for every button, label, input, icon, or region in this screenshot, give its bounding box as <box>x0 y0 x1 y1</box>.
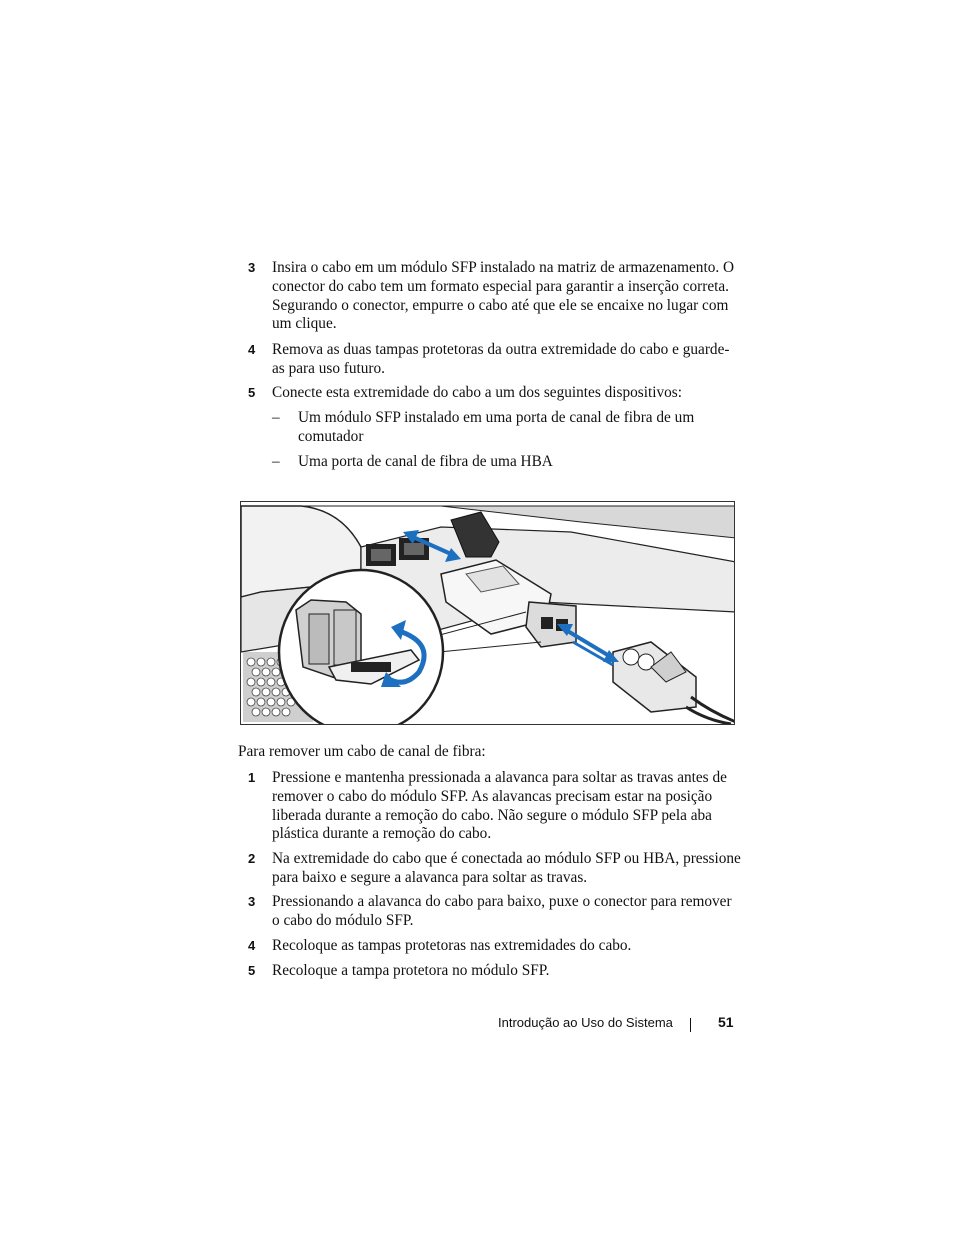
step-text: Recoloque a tampa protetora no módulo SFP. <box>272 962 550 979</box>
bullet-text: Um módulo SFP instalado em uma porta de canal de fibra de um comutador <box>298 409 695 445</box>
step-number: 4 <box>248 938 256 953</box>
step-number: 3 <box>248 260 256 275</box>
footer-section-title: Introdução ao Uso do Sistema <box>498 1015 673 1030</box>
step-text: Pressione e mantenha pressionada a alavanca para soltar as travas antes de remover o cabo do módulo SFP. As alavancas precisam estar na posição liberada durante a remoção do cabo. Não segure o módulo SFP pela aba plástica durante a remoção do cabo. <box>272 769 727 843</box>
step-text: Na extremidade do cabo que é conectada ao módulo SFP ou HBA, pressione para baixo e segure a alavanca para soltar as travas. <box>272 850 741 886</box>
step-text: Recoloque as tampas protetoras nas extremidades do cabo. <box>272 937 632 954</box>
step-text: Insira o cabo em um módulo SFP instalado na matriz de armazenamento. O conector do cabo tem um formato especial para garantir a inserção correta. Segurando o conector, empurre o cabo até que ele se encaixe no lugar com um clique. <box>272 259 735 333</box>
step-number: 3 <box>248 894 256 909</box>
step-number: 4 <box>248 342 256 357</box>
footer-divider <box>690 1018 691 1032</box>
bullet-dash: – <box>272 409 280 426</box>
step-number: 2 <box>248 851 256 866</box>
bullet-dash: – <box>272 453 280 470</box>
sfp-cable-illustration <box>240 501 735 725</box>
step-number: 5 <box>248 963 256 978</box>
bullet-text: Uma porta de canal de fibra de uma HBA <box>298 453 553 470</box>
step-text: Conecte esta extremidade do cabo a um dos seguintes dispositivos: <box>272 384 682 401</box>
step-text: Remova as duas tampas protetoras da outra extremidade do cabo e guarde-as para uso futuro. <box>272 341 730 377</box>
step-number: 1 <box>248 770 256 785</box>
step-text: Pressionando a alavanca do cabo para baixo, puxe o conector para remover o cabo do módulo SFP. <box>272 893 732 929</box>
removal-intro: Para remover um cabo de canal de fibra: <box>238 743 486 760</box>
page-number: 51 <box>718 1014 734 1030</box>
illustration-svg <box>241 502 735 725</box>
step-number: 5 <box>248 385 256 400</box>
